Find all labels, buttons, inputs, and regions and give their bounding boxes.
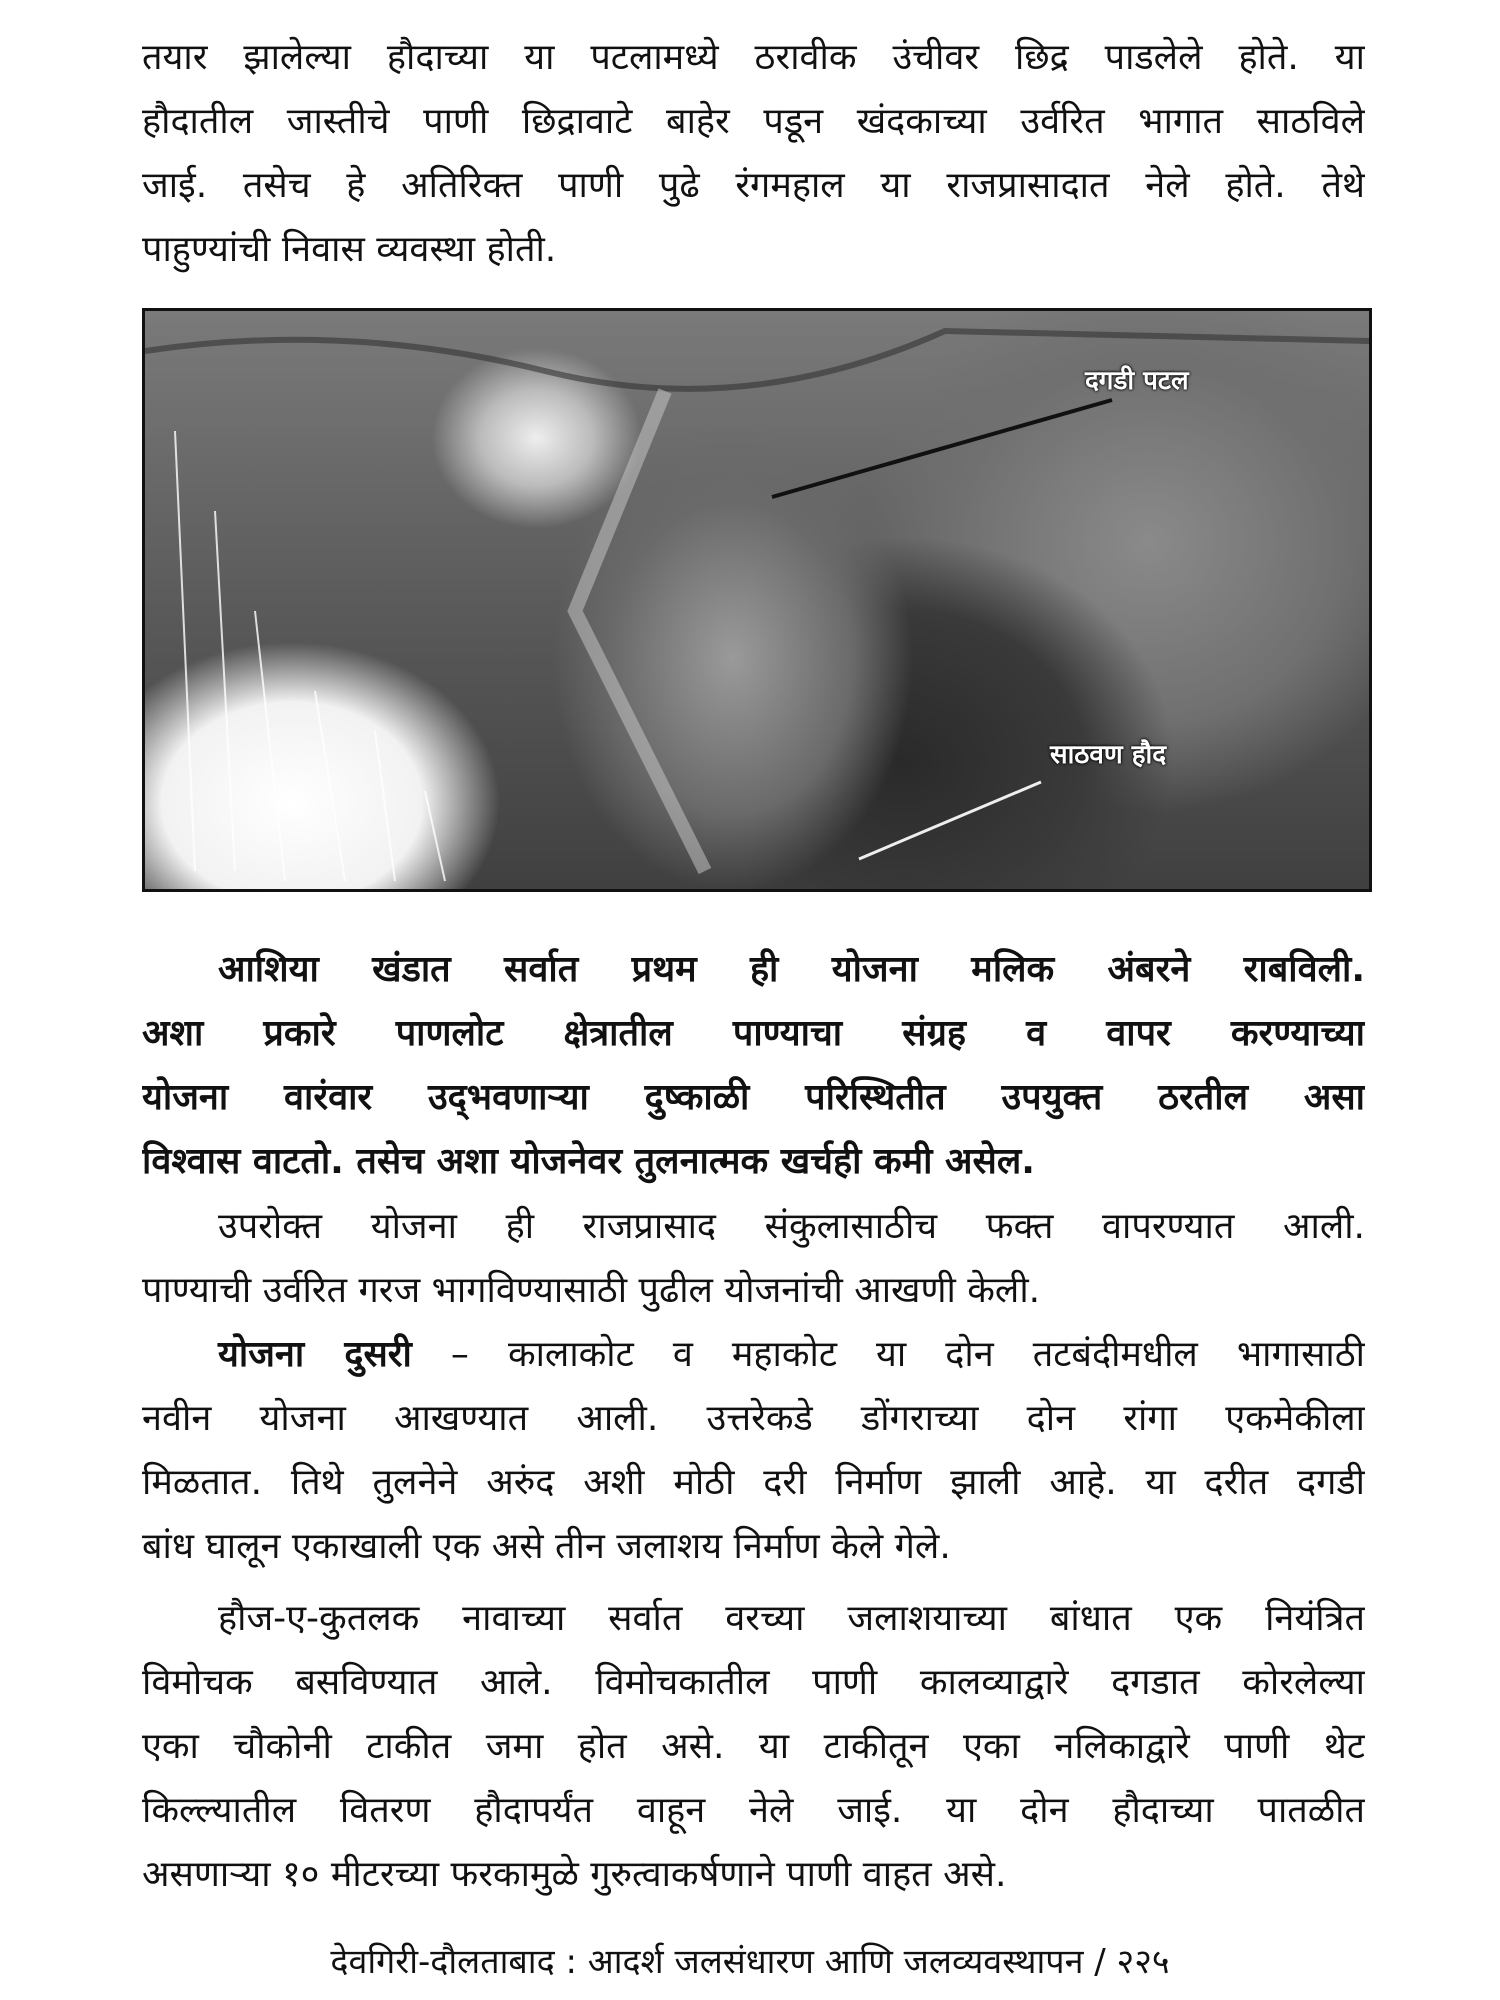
text-line: पाण्याची उर्वरित गरज भागविण्यासाठी पुढील योजनांची आखणी केली.: [142, 1270, 1041, 1311]
text-line: मिळतात. तिथे तुलनेने अरुंद अशी मोठी दरी निर्माण झाली आहे. या दरीत दगडी: [142, 1462, 1365, 1503]
text-line: जाई. तसेच हे अतिरिक्त पाणी पुढे रंगमहाल या राजप्रासादात नेले होते. तेथे: [142, 165, 1365, 206]
text-line: योजना वारंवार उद्‌भवणाऱ्या दुष्काळी परिस्थितीत उपयुक्त ठरतील असा: [142, 1077, 1365, 1118]
text-line: किल्ल्यातील वितरण हौदापर्यंत वाहून नेले जाई. या दोन हौदाच्या पातळीत: [142, 1790, 1365, 1831]
grass-strands: [175, 431, 445, 881]
section-heading: योजना दुसरी: [218, 1334, 412, 1375]
paragraph-5: [142, 1587, 1365, 1907]
paragraph-2: [142, 938, 1365, 1194]
tank-pointer-line: [859, 782, 1041, 859]
text-line: हौदातील जास्तीचे पाणी छिद्रावाटे बाहेर पडून खंदकाच्या उर्वरित भागात साठविले: [142, 101, 1365, 142]
paragraph-3: [142, 1195, 1365, 1323]
text-line: बांध घालून एकाखाली एक असे तीन जलाशय निर्माण केले गेले.: [142, 1526, 951, 1567]
label-stone-wall: दगडी पटल: [1085, 366, 1189, 396]
text-line: तयार झालेल्या हौदाच्या या पटलामध्ये ठरावीक उंचीवर छिद्र पाडलेले होते. या: [142, 37, 1365, 78]
text-line: एका चौकोनी टाकीत जमा होत असे. या टाकीतून एका नलिकाद्वारे पाणी थेट: [142, 1726, 1365, 1767]
text-line: हौज-ए-कुतलक नावाच्या सर्वात वरच्या जलाशयाच्या बांधात एक नियंत्रित: [218, 1598, 1365, 1639]
text-line: विमोचक बसविण्यात आले. विमोचकातील पाणी कालव्याद्वारे दगडात कोरलेल्या: [142, 1662, 1365, 1703]
text-line: असणाऱ्या १० मीटरच्या फरकामुळे गुरुत्वाकर्षणाने पाणी वाहत असे.: [142, 1854, 1007, 1895]
label-storage-tank: साठवण हौद: [1050, 740, 1167, 770]
text-line: उपरोक्त योजना ही राजप्रासाद संकुलासाठीच फक्त वापरण्यात आली.: [218, 1206, 1365, 1247]
text-line: [142, 1323, 1365, 1387]
text-line: विश्वास वाटतो. तसेच अशा योजनेवर तुलनात्मक खर्चही कमी असेल.: [142, 1141, 1035, 1182]
text-line: अशा प्रकारे पाणलोट क्षेत्रातील पाण्याचा संग्रह व वापर करण्याच्या: [142, 1013, 1365, 1054]
text-run: – कालाकोट व महाकोट या दोन तटबंदीमधील भागासाठी: [411, 1334, 1365, 1375]
text-line: नवीन योजना आखण्यात आली. उत्तरेकडे डोंगराच्या दोन रांगा एकमेकीला: [142, 1398, 1365, 1439]
photo-annotations: [145, 311, 1369, 889]
text-line: आशिया खंडात सर्वात प्रथम ही योजना मलिक अंबरने राबविली.: [218, 949, 1365, 990]
wall-pointer-line: [772, 400, 1112, 497]
page-footer: देवगिरी-दौलताबाद : आदर्श जलसंधारण आणि जलव्यवस्थापन / २२५: [330, 1942, 1170, 1982]
paragraph-4: [142, 1323, 1365, 1579]
text-line: पाहुण्यांची निवास व्यवस्था होती.: [142, 229, 557, 270]
fort-tank-photo: [142, 308, 1372, 892]
paragraph-1: [142, 26, 1365, 282]
wall-edge: [575, 391, 705, 871]
